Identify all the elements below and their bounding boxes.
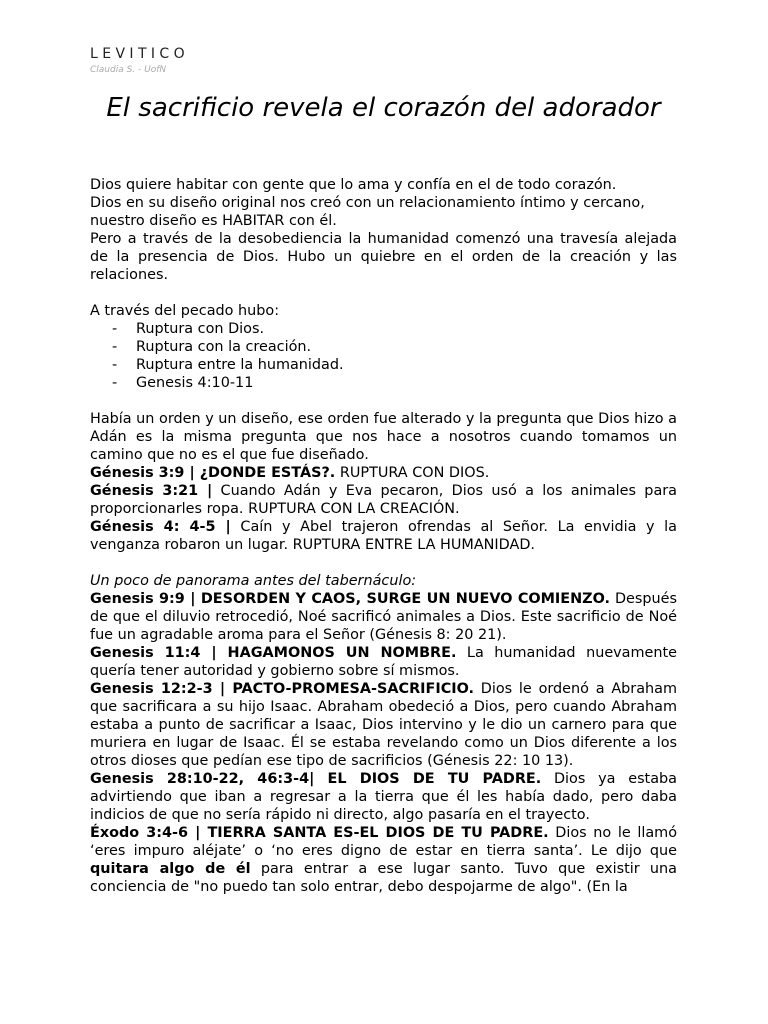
ref-text: para entrar a ese lugar santo. Tuvo que existir una conciencia de "no puedo tan solo entrar, debo despojarme de algo". (En la bbox=[90, 861, 677, 895]
header-author: Claudia S. - UofN bbox=[90, 65, 167, 75]
ref-emphasis: quitara algo de él bbox=[90, 861, 251, 877]
intro-line-1: Dios quiere habitar con gente que lo ama y confía en el de todo corazón. bbox=[90, 177, 617, 193]
ref-text: RUPTURA CON DIOS. bbox=[335, 465, 490, 481]
document-body bbox=[90, 176, 677, 896]
ref-label: Éxodo 3:4-6 | TIERRA SANTA ES-EL DIOS DE TU PADRE. bbox=[90, 825, 549, 841]
order-paragraph: Había un orden y un diseño, ese orden fue alterado y la pregunta que Dios hizo a Adán es la misma pregunta que nos hace a nosotros cuando tomamos un camino que no es el que fue diseñado. bbox=[90, 411, 677, 463]
list-item: - Ruptura con Dios. bbox=[112, 321, 265, 337]
panorama-paragraph bbox=[90, 680, 677, 770]
panorama-paragraph bbox=[90, 770, 677, 824]
ref-text: Dios no le llamó ‘eres impuro aléjate’ o ‘no eres digno de estar en tierra santa’. Le dijo que bbox=[90, 825, 678, 859]
ref-label: Genesis 9:9 | DESORDEN Y CAOS, SURGE UN NUEVO COMIENZO. bbox=[90, 591, 610, 607]
ref-label: Genesis 12:2-3 | PACTO-PROMESA-SACRIFICIO. bbox=[90, 681, 474, 697]
document-title: El sacrificio revela el corazón del adorador bbox=[106, 93, 661, 123]
list-item: - Genesis 4:10-11 bbox=[112, 375, 254, 391]
sin-list-heading: A través del pecado hubo: bbox=[90, 303, 280, 319]
panorama-paragraph bbox=[90, 644, 677, 680]
panorama-heading: Un poco de panorama antes del tabernáculo: bbox=[90, 573, 417, 589]
list-item: - Ruptura entre la humanidad. bbox=[112, 357, 344, 373]
ref-paragraph bbox=[90, 464, 677, 482]
ref-text: Cuando Adán y Eva pecaron, Dios usó a los animales para proporcionarles ropa. RUPTURA CON LA CREACIÓN. bbox=[90, 483, 677, 517]
ref-label: Génesis 3:9 | ¿DONDE ESTÁS?. bbox=[90, 465, 336, 481]
exodo-paragraph bbox=[90, 824, 677, 896]
intro-line-3: Pero a través de la desobediencia la humanidad comenzó una travesía alejada de la presencia de Dios. Hubo un quiebre en el orden de la creación y las relaciones. bbox=[90, 231, 677, 283]
ref-text: Caín y Abel trajeron ofrendas al Señor. La envidia y la venganza robaron un lugar. RUPTURA ENTRE LA HUMANIDAD. bbox=[90, 519, 678, 553]
panorama-paragraph bbox=[90, 590, 677, 644]
ref-paragraph bbox=[90, 482, 677, 518]
intro-line-2: Dios en su diseño original nos creó con un relacionamiento íntimo y cercano, nuestro diseño es HABITAR con él. bbox=[90, 195, 645, 229]
ref-text: La humanidad nuevamente quería tener autoridad y gobierno sobre sí mismos. bbox=[90, 645, 677, 679]
ref-text: Dios ya estaba advirtiendo que iban a regresar a la tierra que él les había dado, pero daba indicios de que no sería rápido ni directo, algo pasaría en el trayecto. bbox=[90, 771, 677, 823]
ref-label: Génesis 3:21 | bbox=[90, 483, 213, 499]
ref-paragraph bbox=[90, 518, 677, 554]
list-item: - Ruptura con la creación. bbox=[112, 339, 312, 355]
ref-label: Genesis 28:10-22, 46:3-4| EL DIOS DE TU PADRE. bbox=[90, 771, 542, 787]
sin-list bbox=[90, 320, 677, 392]
header-title: LEVITICO bbox=[90, 46, 190, 62]
ref-label: Genesis 11:4 | HAGAMONOS UN NOMBRE. bbox=[90, 645, 457, 661]
ref-text: Dios le ordenó a Abraham que sacrificara a su hijo Isaac. Abraham obedeció a Dios, pero cuando Abraham estaba a punto de sacrificar a Isaac, Dios intervino y le dio un carnero para que muriera en lugar de Isaac. Él se estaba revelando como un Dios diferente a los otros dioses que pedían ese tipo de sacrificios (Génesis 22: 10 13). bbox=[90, 681, 677, 769]
ref-text: Después de que el diluvio retrocedió, Noé sacrificó animales a Dios. Este sacrificio de Noé fue un agradable aroma para el Señor (Génesis 8: 20 21). bbox=[90, 591, 677, 643]
ref-label: Génesis 4: 4-5 | bbox=[90, 519, 231, 535]
